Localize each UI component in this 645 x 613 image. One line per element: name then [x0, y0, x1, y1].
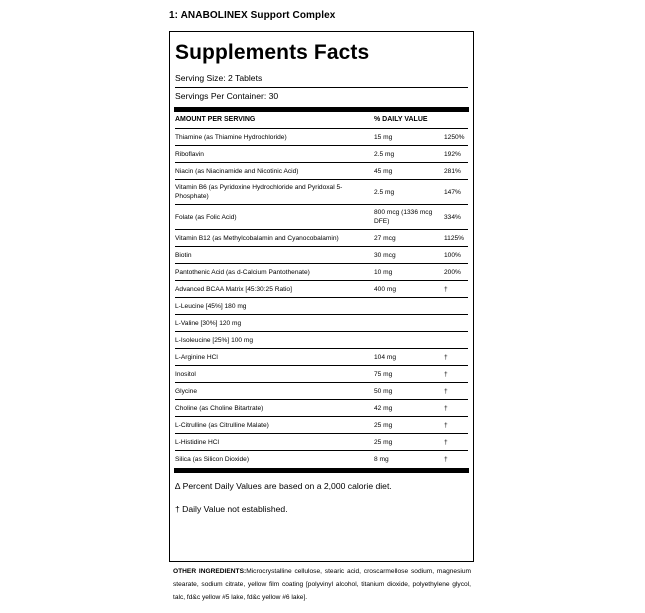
nutrient-amount: 400 mg: [374, 285, 396, 293]
nutrient-name: Pantothenic Acid (as d-Calcium Pantothenate): [175, 268, 310, 276]
nutrient-amount: 30 mcg: [374, 251, 396, 259]
daily-value-header-spacer: [444, 112, 468, 128]
nutrient-name: Riboflavin: [175, 150, 204, 158]
daily-value-header: % DAILY VALUE: [374, 116, 428, 123]
nutrient-daily-value: †: [444, 456, 448, 463]
other-ingredients: [173, 565, 471, 604]
table-row: [175, 247, 468, 264]
nutrient-name: L-Histidine HCl: [175, 438, 219, 446]
column-header-row: [175, 112, 468, 129]
nutrient-daily-value: †: [444, 438, 448, 446]
nutrient-daily-value: 192%: [444, 150, 461, 158]
footnote-dagger: † Daily Value not established.: [175, 504, 288, 514]
page-heading: 1: ANABOLINEX Support Complex: [169, 10, 336, 21]
nutrient-amount: 75 mg: [374, 370, 393, 378]
nutrient-name: Glycine: [175, 387, 197, 395]
nutrient-name: Vitamin B12 (as Methylcobalamin and Cyanocobalamin): [175, 234, 339, 242]
nutrient-amount: 45 mg: [374, 167, 393, 175]
table-row: [175, 383, 468, 400]
table-row: [175, 417, 468, 434]
nutrient-daily-value: †: [444, 421, 448, 429]
nutrient-daily-value: 334%: [444, 213, 461, 221]
amount-per-serving-header: AMOUNT PER SERVING: [175, 116, 256, 123]
nutrient-amount: 8 mg: [374, 456, 389, 463]
table-row: [175, 451, 468, 468]
nutrient-amount: 42 mg: [374, 404, 393, 412]
nutrient-daily-value: 1125%: [444, 234, 465, 242]
nutrient-daily-value: 100%: [444, 251, 461, 259]
nutrient-name: L-Leucine [45%] 180 mg: [175, 302, 247, 310]
nutrient-name: L-Arginine HCl: [175, 353, 218, 361]
table-row: [175, 366, 468, 383]
table-row: [175, 400, 468, 417]
nutrient-name: Silica (as Silicon Dioxide): [175, 456, 250, 463]
nutrient-amount: 25 mg: [374, 438, 393, 446]
thick-divider-bottom: [174, 468, 469, 473]
nutrient-name: Vitamin B6 (as Pyridoxine Hydrochloride and Pyridoxal 5-Phosphate): [175, 184, 343, 200]
servings-per-container: Servings Per Container: 30: [175, 91, 279, 101]
other-ingredients-text: Microcrystalline cellulose, stearic acid, croscarmellose sodium, magnesium stearate, sodium citrate, yellow film coating [polyvinyl alcohol, titanium dioxide, polyethylene glycol, talc, fd&c yellow #5 lake, fd&c yellow #6 lake].: [173, 568, 471, 601]
nutrient-name: L-Citrulline (as Citrulline Malate): [175, 421, 269, 429]
serving-size: Serving Size: 2 Tablets: [175, 70, 468, 88]
nutrient-amount: 800 mcg (1336 mcg DFE): [374, 209, 433, 225]
table-row: [175, 434, 468, 451]
nutrient-amount: 2.5 mg: [374, 188, 395, 196]
nutrient-name: Thiamine (as Thiamine Hydrochloride): [175, 133, 287, 141]
nutrient-name: Folate (as Folic Acid): [175, 213, 237, 221]
nutrient-daily-value: 147%: [444, 188, 461, 196]
other-ingredients-label: OTHER INGREDIENTS:: [173, 568, 247, 575]
table-row: [175, 264, 468, 281]
nutrient-table: [175, 129, 468, 468]
table-row: [175, 205, 468, 230]
nutrient-amount: 25 mg: [374, 421, 393, 429]
nutrient-name: Niacin (as Niacinamide and Nicotinic Acid): [175, 167, 299, 175]
nutrient-amount: 50 mg: [374, 387, 393, 395]
nutrient-name: L-Valine [30%] 120 mg: [175, 319, 242, 327]
table-row: [175, 349, 468, 366]
nutrient-name: Biotin: [175, 251, 192, 259]
table-row: [175, 315, 468, 332]
table-row: [175, 163, 468, 180]
nutrient-amount: 10 mg: [374, 268, 393, 276]
table-row: [175, 180, 468, 205]
nutrient-daily-value: †: [444, 404, 448, 412]
nutrient-daily-value: †: [444, 387, 448, 395]
nutrient-amount: 15 mg: [374, 133, 393, 141]
nutrient-name: Inositol: [175, 370, 196, 378]
nutrient-amount: 2.5 mg: [374, 150, 395, 158]
nutrient-daily-value: 200%: [444, 268, 461, 276]
nutrient-daily-value: †: [444, 353, 448, 361]
table-row: [175, 281, 468, 298]
nutrient-name: L-Isoleucine [25%] 100 mg: [175, 336, 254, 344]
nutrient-name: Choline (as Choline Bitartrate): [175, 404, 264, 412]
table-row: [175, 332, 468, 349]
nutrient-amount: 104 mg: [374, 353, 396, 361]
table-row: [175, 298, 468, 315]
table-row: [175, 129, 468, 146]
table-row: [175, 146, 468, 163]
nutrient-daily-value: †: [444, 370, 448, 378]
nutrient-daily-value: 1250%: [444, 133, 465, 141]
nutrient-name: Advanced BCAA Matrix [45:30:25 Ratio]: [175, 285, 292, 293]
nutrient-daily-value: 281%: [444, 167, 461, 175]
nutrient-amount: 27 mcg: [374, 234, 396, 242]
nutrient-daily-value: †: [444, 285, 448, 293]
table-row: [175, 230, 468, 247]
facts-title: Supplements Facts: [175, 41, 370, 64]
supplement-facts-label: [169, 31, 474, 562]
footnote-percent-daily-value: ∆ Percent Daily Values are based on a 2,000 calorie diet.: [175, 481, 392, 491]
